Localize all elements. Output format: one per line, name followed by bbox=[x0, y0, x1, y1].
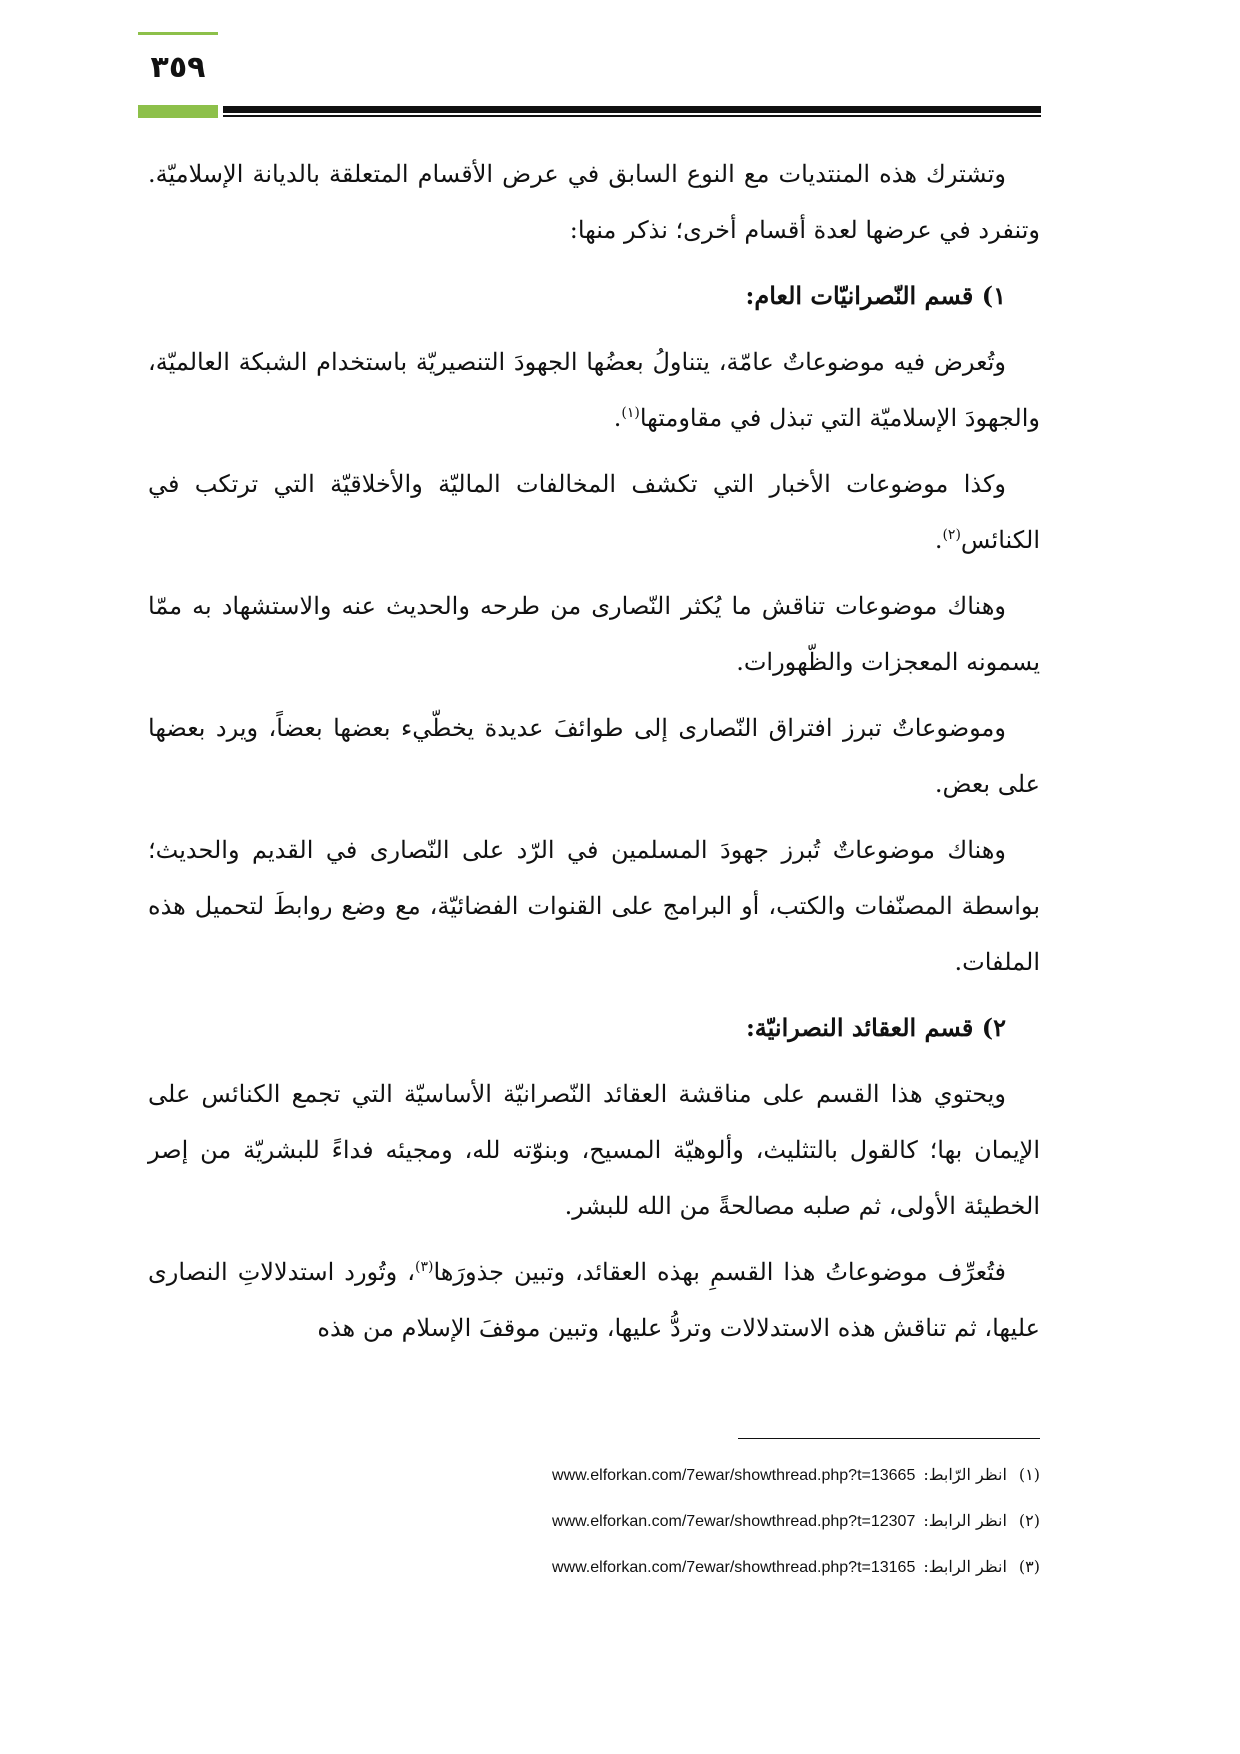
header-black-rule-thin bbox=[223, 115, 1041, 117]
header-black-rule bbox=[223, 106, 1041, 113]
intro-paragraph: وتشترك هذه المنتديات مع النوع السابق في عرض الأقسام المتعلقة بالديانة الإسلاميّة. وتنفرد في عرضها لعدة أقسام أخرى؛ نذكر منها: bbox=[148, 160, 1040, 244]
footnote-3 bbox=[480, 1544, 1040, 1590]
footnote-2 bbox=[480, 1498, 1040, 1544]
paragraph-church-news bbox=[148, 456, 1040, 568]
sentence-end: . bbox=[934, 526, 943, 554]
footnotes bbox=[480, 1452, 1040, 1590]
footnote-1 bbox=[480, 1452, 1040, 1498]
paragraph-miracles: وهناك موضوعات تناقش ما يُكثر النّصارى من طرحه والحديث عنه والاستشهاد به ممّا يسمونه المعجزات والظّهورات. bbox=[148, 592, 1040, 676]
paragraph-core-doctrines: ويحتوي هذا القسم على مناقشة العقائد النّصرانيّة الأساسيّة التي تجمع الكنائس على الإيمان بها؛ كالقول بالتثليث، وألوهيّة المسيح، وبنوّته لله، ومجيئه فداءً للبشريّة من إصر الخطيئة الأولى، ثم صلبه مصالحةً من الله للبشر. bbox=[148, 1080, 1040, 1220]
paragraph-text: وتُعرض فيه موضوعاتٌ عامّة، يتناولُ بعضُها الجهودَ التنصيريّة باستخدام الشبكة العالميّة، والجهودَ الإسلاميّة التي تبذل في مقاومتها bbox=[148, 348, 1040, 432]
section-heading-christian-doctrines: ٢) قسم العقائد النصرانيّة: bbox=[745, 1013, 1006, 1042]
header-top-accent bbox=[138, 32, 218, 35]
paragraph-doctrine-discussion bbox=[148, 1244, 1040, 1356]
footnote-label: انظر الرابط: bbox=[923, 1511, 1007, 1530]
footnote-separator bbox=[738, 1438, 1040, 1439]
sentence-end: . bbox=[613, 404, 622, 432]
footnote-link[interactable]: www.elforkan.com/7ewar/showthread.php?t=13165 bbox=[552, 1559, 916, 1576]
footnote-link[interactable]: www.elforkan.com/7ewar/showthread.php?t=13665 bbox=[552, 1467, 916, 1484]
paragraph-text: وكذا موضوعات الأخبار التي تكشف المخالفات الماليّة والأخلاقيّة التي ترتكب في الكنائس bbox=[148, 470, 1040, 554]
footnote-number: (١) bbox=[1018, 1465, 1040, 1484]
page-number: ٣٥٩ bbox=[150, 50, 206, 85]
paragraph-text: فتُعرِّف موضوعاتُ هذا القسمِ بهذه العقائد، وتبين جذورَها bbox=[433, 1258, 1006, 1286]
footnote-link[interactable]: www.elforkan.com/7ewar/showthread.php?t=12307 bbox=[552, 1513, 916, 1530]
section-heading-general-christianity: ١) قسم النّصرانيّات العام: bbox=[745, 281, 1006, 310]
footnote-label: انظر الرابط: bbox=[923, 1557, 1007, 1576]
footnote-ref-3: (٣) bbox=[414, 1259, 434, 1275]
header-green-bar bbox=[138, 105, 218, 118]
footnote-number: (٣) bbox=[1018, 1557, 1040, 1576]
paragraph-general-topics bbox=[148, 334, 1040, 446]
paragraph-muslim-efforts: وهناك موضوعاتٌ تُبرز جهودَ المسلمين في الرّد على النّصارى في القديم والحديث؛ بواسطة المصنّفات والكتب، أو البرامج على القنوات الفضائيّة، مع وضع روابطَ لتحميل هذه الملفات. bbox=[148, 836, 1040, 976]
footnote-ref-2: (٢) bbox=[942, 527, 961, 543]
footnote-number: (٢) bbox=[1018, 1511, 1040, 1530]
page-body bbox=[148, 146, 1040, 1366]
footnote-ref-1: (١) bbox=[621, 405, 640, 421]
paragraph-text-continued: ، وتُورد استدلالاتِ النصارى عليها، ثم تناقش هذه الاستدلالات وتردُّ عليها، وتبين موقفَ الإسلام من هذه bbox=[148, 1258, 1040, 1342]
footnote-label: انظر الرّابط: bbox=[923, 1465, 1007, 1484]
paragraph-sects: وموضوعاتٌ تبرز افتراق النّصارى إلى طوائفَ عديدة يخطّيء بعضها بعضاً، ويرد بعضها على بعض. bbox=[148, 714, 1040, 798]
